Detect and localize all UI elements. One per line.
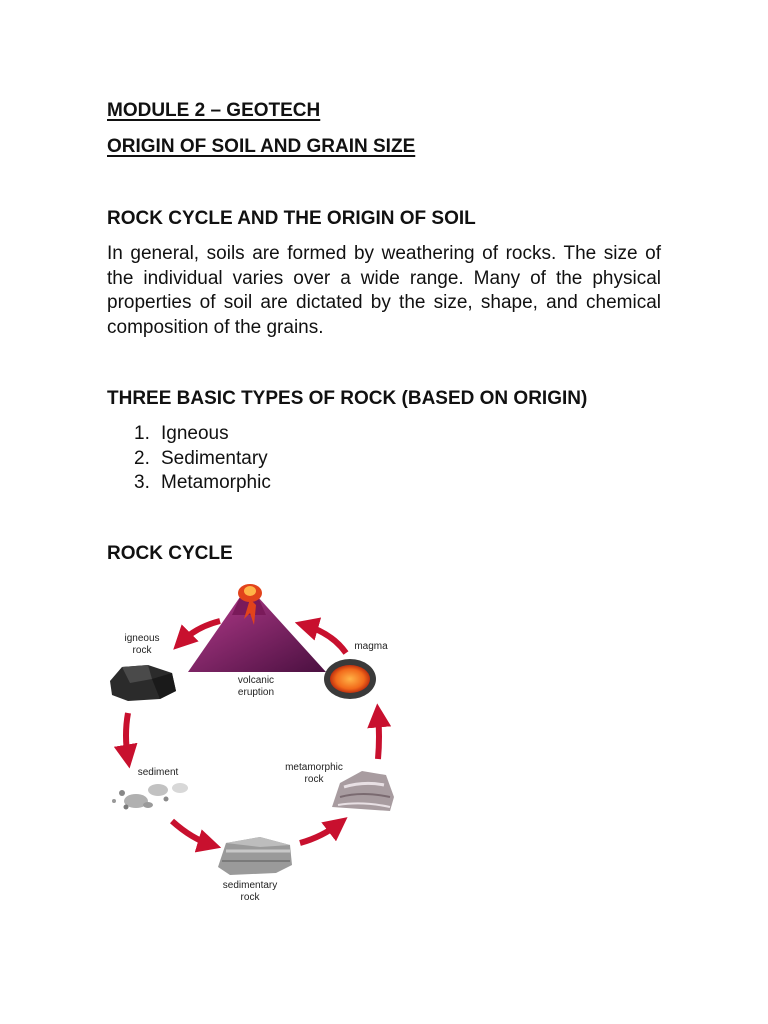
rock-types-list	[134, 422, 271, 496]
arrow-icon	[172, 821, 212, 845]
metamorphic-label-line1: metamorphic	[285, 762, 343, 773]
magma-label: magma	[354, 641, 388, 652]
igneous-label-line1: igneous	[124, 633, 160, 644]
module-title: MODULE 2 – GEOTECH	[107, 100, 321, 121]
sedimentary-rock-icon	[218, 837, 292, 875]
document-subtitle: ORIGIN OF SOIL AND GRAIN SIZE	[107, 136, 416, 157]
metamorphic-rock-icon	[332, 771, 394, 811]
list-item	[134, 447, 271, 472]
list-item-number: 2.	[134, 447, 150, 469]
rock-cycle-svg	[100, 575, 420, 905]
rock-cycle-diagram	[100, 575, 420, 905]
volcanic-label-line1: volcanic	[237, 675, 275, 686]
arrow-icon	[378, 713, 379, 759]
arrow-icon	[304, 625, 346, 653]
list-item	[134, 471, 271, 496]
list-item-label: Igneous	[161, 423, 229, 444]
igneous-label-line2: rock	[132, 645, 152, 656]
arrow-icon	[300, 823, 340, 843]
list-item	[134, 422, 271, 447]
sediment-label: sediment	[137, 767, 179, 778]
origin-paragraph: In general, soils are formed by weathering of rocks. The size of the individual varies over a wide range. Many of the physical properties of soil are dictated by the size, shape, and chemical composition of the grains.	[107, 243, 661, 338]
section-heading-rock-types: THREE BASIC TYPES OF ROCK (BASED ON ORIGIN)	[107, 388, 588, 409]
sediment-icon	[112, 783, 188, 810]
sedimentary-label-line2: rock	[240, 892, 260, 903]
section-heading-rock-cycle: ROCK CYCLE	[107, 543, 233, 564]
igneous-rock-icon	[110, 665, 176, 701]
sedimentary-label-line1: sedimentary	[222, 880, 278, 891]
list-item-label: Metamorphic	[161, 472, 271, 493]
magma-icon	[324, 659, 376, 699]
arrow-icon	[126, 713, 128, 759]
volcanic-label-line2: eruption	[237, 687, 275, 698]
section-heading-rock-cycle-origin: ROCK CYCLE AND THE ORIGIN OF SOIL	[107, 208, 476, 229]
list-item-number: 1.	[134, 423, 150, 444]
list-item-label: Sedimentary	[161, 447, 268, 469]
list-item-number: 3.	[134, 472, 150, 493]
metamorphic-label-line2: rock	[304, 774, 324, 785]
